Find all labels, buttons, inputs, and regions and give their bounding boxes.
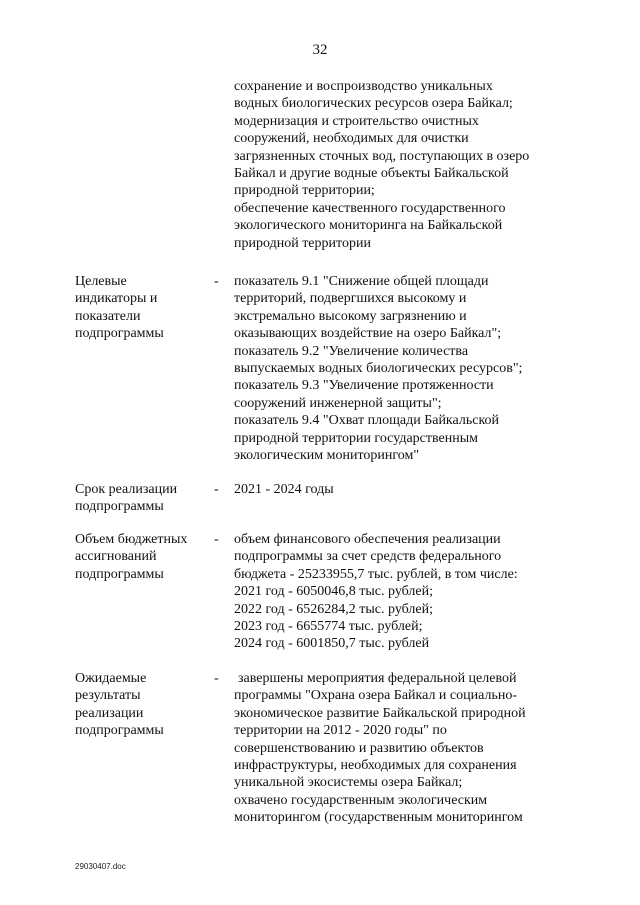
value-line: мониторингом (государственным мониторингом xyxy=(234,810,523,826)
value-line: сооружений инженерной защиты"; xyxy=(234,395,442,411)
document-filename: 29030407.doc xyxy=(75,862,126,871)
value-line: экстремально высокому загрязнению и xyxy=(234,308,467,324)
intro-line: модернизация и строительство очистных xyxy=(234,113,479,129)
value-line: охвачено государственным экологическим xyxy=(234,792,488,808)
value-line: 2022 год - 6526284,2 тыс. рублей; xyxy=(234,601,434,617)
value-line: бюджета - 25233955,7 тыс. рублей, в том числе: xyxy=(234,566,518,582)
label-line: подпрограммы xyxy=(75,499,164,515)
value-line: территорий, подвергшихся высокому и xyxy=(234,291,467,307)
label-line: индикаторы и xyxy=(75,291,158,307)
label-line: Целевые xyxy=(75,274,127,289)
label-line: подпрограммы xyxy=(75,566,164,582)
section-label xyxy=(75,670,210,740)
value-line: территории на 2012 - 2020 годы" по xyxy=(234,723,447,739)
intro-line: Байкал и другие водные объекты Байкальской xyxy=(234,166,509,182)
intro-line: природной территории; xyxy=(234,183,375,199)
section-label xyxy=(75,481,210,516)
value-line: природной территории государственным xyxy=(234,430,478,446)
label-line: подпрограммы xyxy=(75,326,164,342)
label-line: Ожидаемые xyxy=(75,671,147,686)
intro-line: природной территории xyxy=(234,235,371,251)
intro-line: обеспечение качественного государственного xyxy=(234,200,506,216)
value-line: 2023 год - 6655774 тыс. рублей; xyxy=(234,619,423,635)
section-value xyxy=(234,481,619,498)
label-line: Срок реализации xyxy=(75,482,178,497)
section-label xyxy=(75,273,210,343)
section-label xyxy=(75,531,210,583)
value-line: программы "Охрана озера Байкал и социально- xyxy=(234,688,517,704)
intro-line: сооружений, необходимых для очистки xyxy=(234,131,469,147)
value-line: показатель 9.4 "Охват площади Байкальской xyxy=(234,413,500,429)
page-number: 32 xyxy=(312,42,328,58)
value-line: показатель 9.3 "Увеличение протяженности xyxy=(234,378,494,394)
value-line: подпрограммы за счет средств федерального xyxy=(234,549,502,565)
value-line: оказывающих воздействие на озеро Байкал"; xyxy=(234,326,502,342)
intro-block xyxy=(234,78,614,252)
label-line: Объем бюджетных xyxy=(75,532,188,547)
section-value xyxy=(234,531,619,653)
value-line: завершены мероприятия федеральной целевой xyxy=(238,671,517,686)
value-line: выпускаемых водных биологических ресурсов"; xyxy=(234,361,523,377)
intro-line: водных биологических ресурсов озера Байкал; xyxy=(234,96,513,112)
value-line: 2021 - 2024 годы xyxy=(234,482,334,497)
label-line: ассигнований xyxy=(75,549,157,565)
label-line: показатели xyxy=(75,308,141,324)
section-value xyxy=(234,670,619,827)
intro-line: загрязненных сточных вод, поступающих в озеро xyxy=(234,148,530,164)
separator-dash: - xyxy=(214,532,219,547)
label-line: реализации xyxy=(75,705,144,721)
intro-line: экологического мониторинга на Байкальской xyxy=(234,218,503,234)
separator-dash: - xyxy=(214,482,219,497)
value-line: экологическим мониторингом" xyxy=(234,448,420,464)
value-line: 2021 год - 6050046,8 тыс. рублей; xyxy=(234,584,434,600)
value-line: показатель 9.2 "Увеличение количества xyxy=(234,343,469,359)
value-line: уникальной экосистемы озера Байкал; xyxy=(234,775,463,791)
separator-dash: - xyxy=(214,274,219,289)
value-line: совершенствованию и развитию объектов xyxy=(234,740,484,756)
value-line: 2024 год - 6001850,7 тыс. рублей xyxy=(234,636,430,652)
section-value xyxy=(234,273,619,464)
intro-line: сохранение и воспроизводство уникальных xyxy=(234,79,493,94)
value-line: объем финансового обеспечения реализации xyxy=(234,532,501,547)
value-line: показатель 9.1 "Снижение общей площади xyxy=(234,274,489,289)
value-line: экономическое развитие Байкальской природной xyxy=(234,705,526,721)
label-line: результаты xyxy=(75,688,141,704)
value-line: инфраструктуры, необходимых для сохранения xyxy=(234,758,517,774)
label-line: подпрограммы xyxy=(75,723,164,739)
separator-dash: - xyxy=(214,671,219,686)
